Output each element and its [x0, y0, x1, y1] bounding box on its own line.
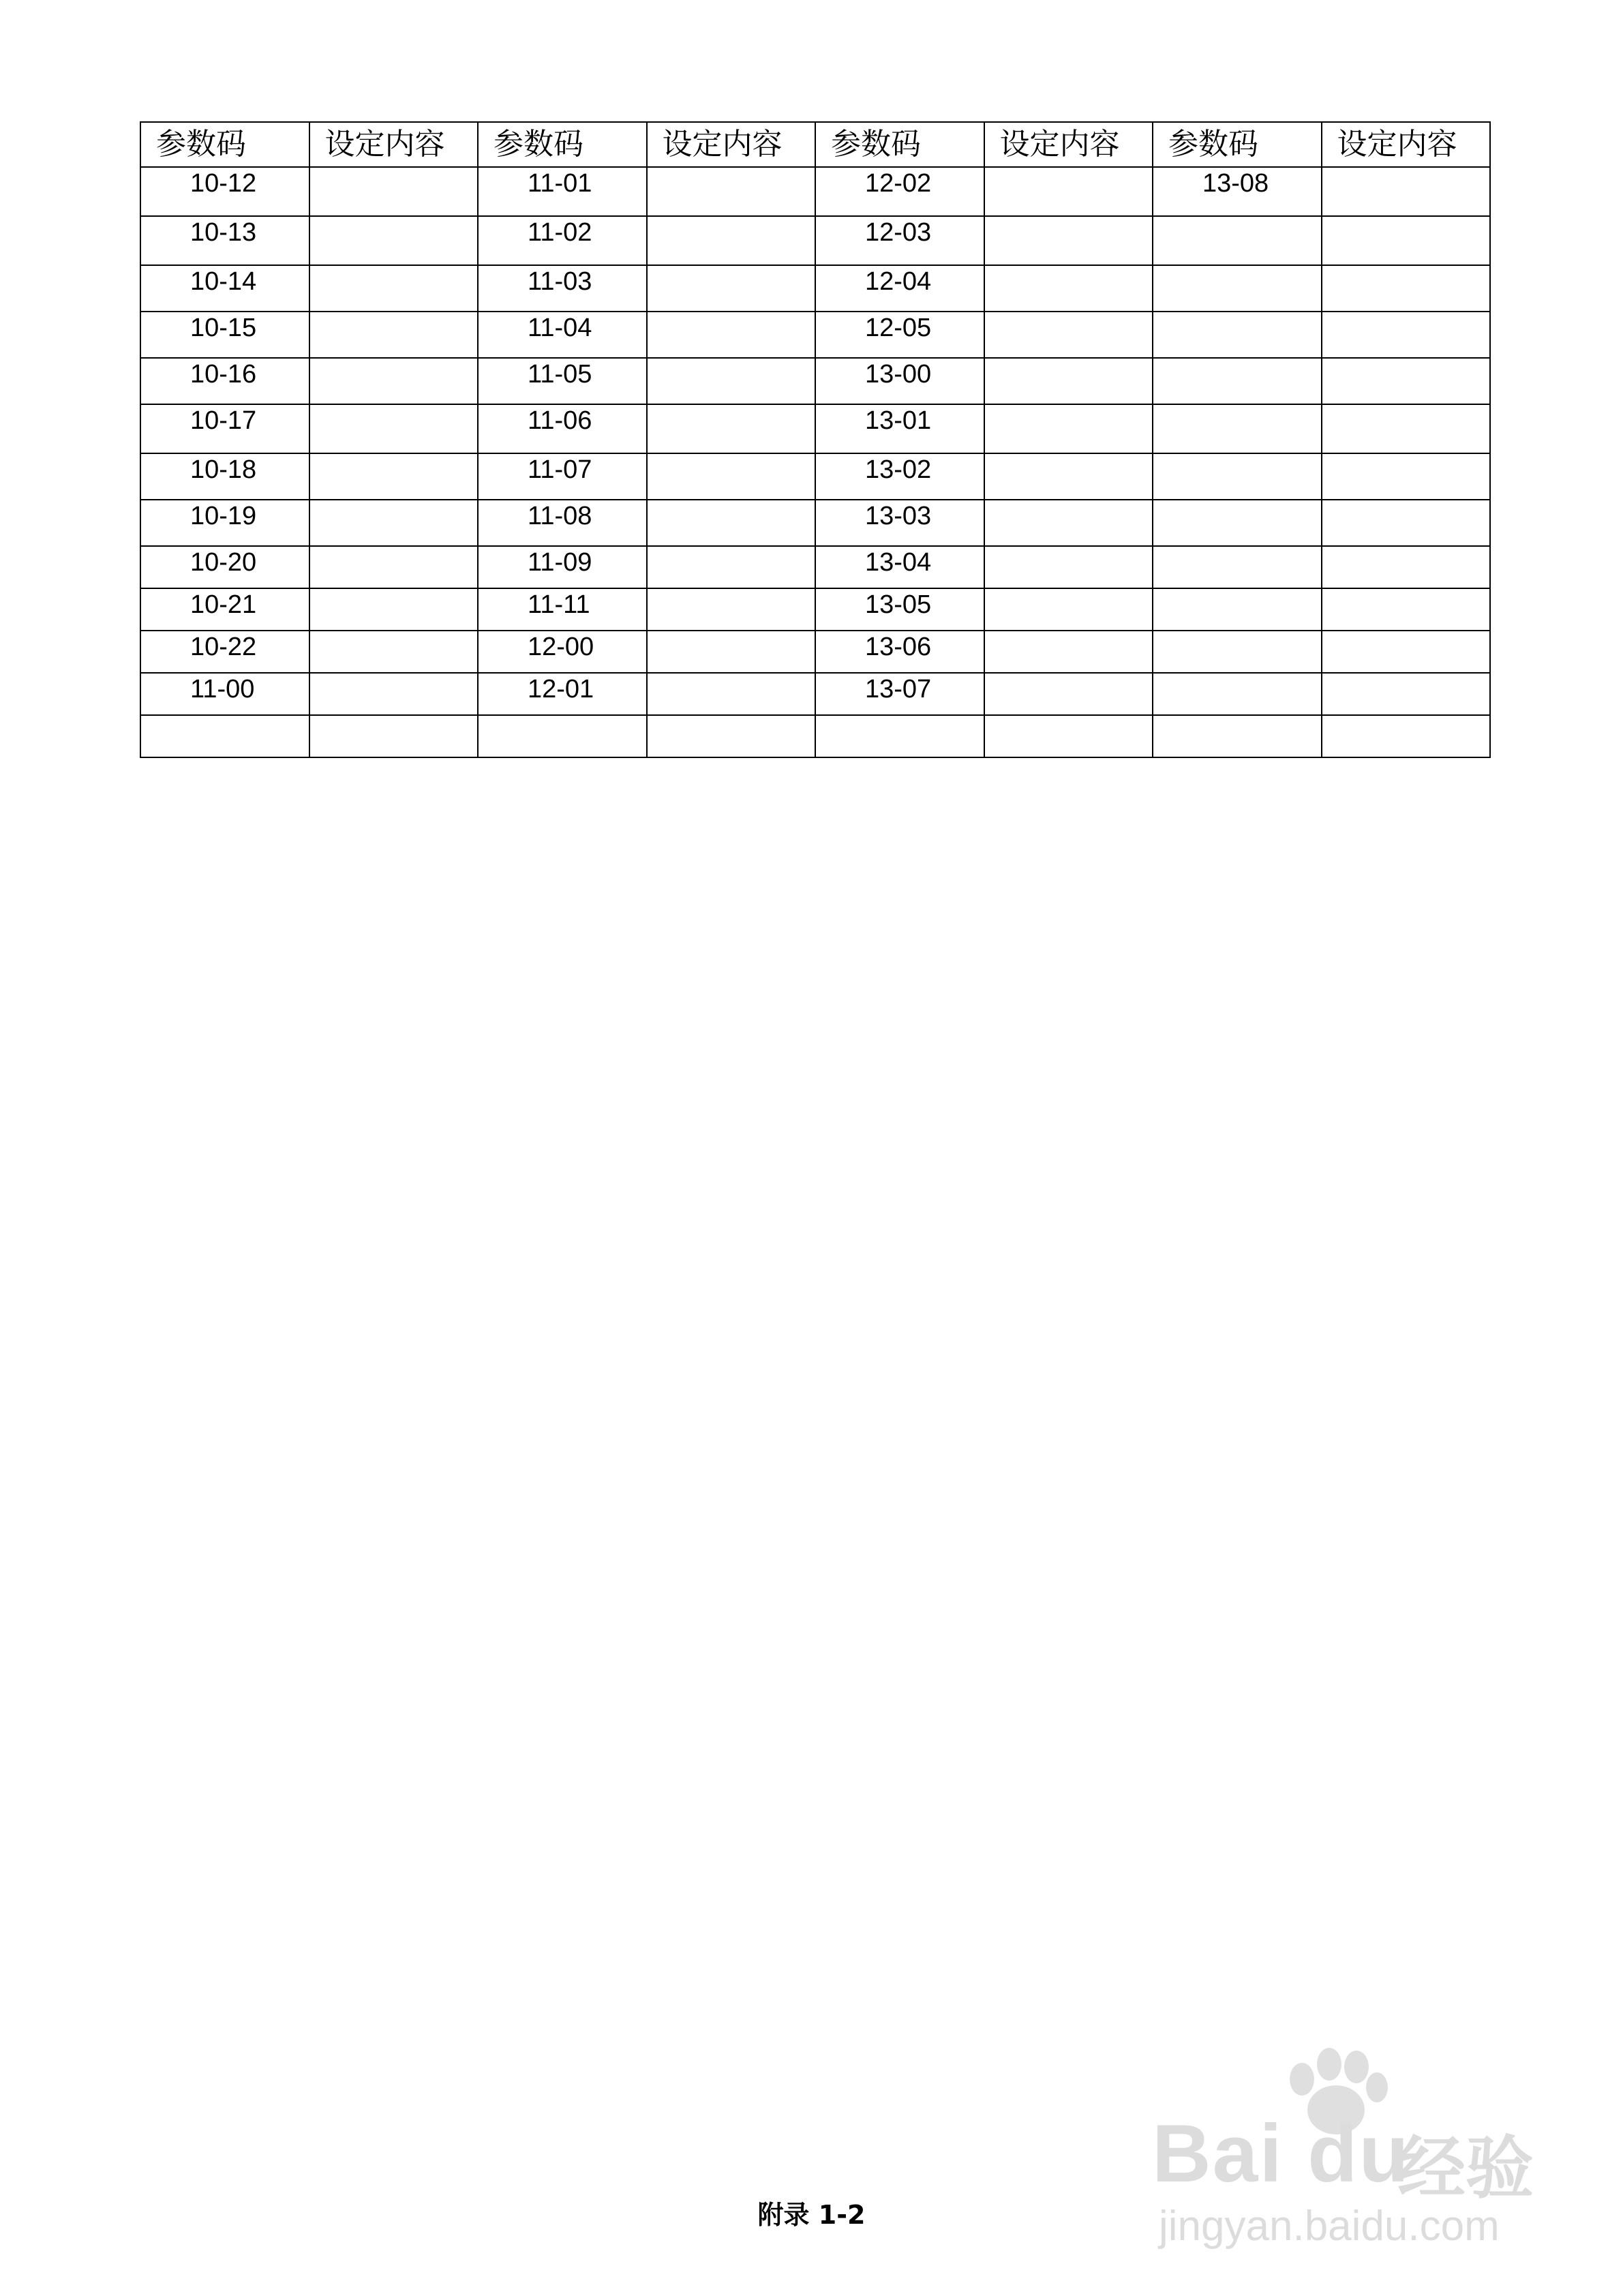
setting-cell: [1322, 500, 1491, 546]
param-code-cell: [1153, 588, 1322, 631]
param-code-cell: 10-20: [140, 546, 309, 588]
param-code-cell: 11-06: [478, 404, 647, 453]
setting-cell: [309, 588, 479, 631]
header-setting: 设定内容: [647, 122, 816, 167]
table-row: [140, 404, 1490, 453]
setting-cell: [984, 715, 1153, 757]
param-code-cell: 10-19: [140, 500, 309, 546]
table-row: [140, 358, 1490, 404]
param-code-cell: 10-14: [140, 265, 309, 312]
table-row: [140, 715, 1490, 757]
param-code-cell: [1153, 715, 1322, 757]
param-code-cell: 11-07: [478, 453, 647, 500]
param-code-cell: 13-06: [815, 631, 984, 673]
param-code-cell: [1153, 631, 1322, 673]
setting-cell: [647, 631, 816, 673]
table-row: [140, 216, 1490, 265]
param-code-cell: 11-08: [478, 500, 647, 546]
setting-cell: [984, 546, 1153, 588]
param-code-cell: [478, 715, 647, 757]
param-code-cell: 12-02: [815, 167, 984, 216]
param-code-cell: 10-13: [140, 216, 309, 265]
setting-cell: [984, 631, 1153, 673]
param-code-cell: 11-02: [478, 216, 647, 265]
param-code-cell: 13-08: [1153, 167, 1322, 216]
setting-cell: [309, 715, 479, 757]
setting-cell: [984, 265, 1153, 312]
param-code-cell: 10-22: [140, 631, 309, 673]
watermark-brand: Bai du: [1152, 2108, 1410, 2199]
setting-cell: [647, 265, 816, 312]
table-row: [140, 167, 1490, 216]
table-row: [140, 673, 1490, 715]
param-code-cell: 13-05: [815, 588, 984, 631]
param-code-cell: [1153, 312, 1322, 358]
table-row: [140, 453, 1490, 500]
watermark-cn: 经验: [1397, 2128, 1534, 2208]
table-header-row: [140, 122, 1490, 167]
param-code-cell: 13-01: [815, 404, 984, 453]
header-param-code: 参数码: [140, 122, 309, 167]
param-code-cell: 11-05: [478, 358, 647, 404]
setting-cell: [984, 453, 1153, 500]
param-code-cell: 11-04: [478, 312, 647, 358]
setting-cell: [984, 588, 1153, 631]
setting-cell: [647, 312, 816, 358]
setting-cell: [309, 500, 479, 546]
table-row: [140, 631, 1490, 673]
param-code-cell: [1153, 358, 1322, 404]
setting-cell: [647, 715, 816, 757]
parameter-table: [140, 121, 1491, 758]
header-param-code: 参数码: [478, 122, 647, 167]
setting-cell: [984, 358, 1153, 404]
setting-cell: [984, 500, 1153, 546]
setting-cell: [984, 167, 1153, 216]
param-code-cell: 12-03: [815, 216, 984, 265]
param-code-cell: [1153, 500, 1322, 546]
setting-cell: [1322, 167, 1491, 216]
setting-cell: [1322, 673, 1491, 715]
param-code-cell: 12-00: [478, 631, 647, 673]
table-row: [140, 546, 1490, 588]
setting-cell: [647, 404, 816, 453]
header-setting: 设定内容: [309, 122, 479, 167]
setting-cell: [309, 404, 479, 453]
param-code-cell: 12-04: [815, 265, 984, 312]
param-code-cell: 13-02: [815, 453, 984, 500]
param-code-cell: 13-04: [815, 546, 984, 588]
header-setting: 设定内容: [1322, 122, 1491, 167]
param-code-cell: 11-01: [478, 167, 647, 216]
setting-cell: [984, 312, 1153, 358]
setting-cell: [647, 588, 816, 631]
param-code-cell: 13-03: [815, 500, 984, 546]
setting-cell: [309, 358, 479, 404]
setting-cell: [1322, 404, 1491, 453]
setting-cell: [309, 265, 479, 312]
setting-cell: [647, 358, 816, 404]
setting-cell: [309, 216, 479, 265]
param-code-cell: [1153, 265, 1322, 312]
param-code-cell: [1153, 216, 1322, 265]
param-code-cell: 13-00: [815, 358, 984, 404]
param-code-cell: [1153, 453, 1322, 500]
param-code-cell: 11-09: [478, 546, 647, 588]
setting-cell: [1322, 631, 1491, 673]
param-code-cell: [1153, 404, 1322, 453]
setting-cell: [984, 673, 1153, 715]
setting-cell: [984, 404, 1153, 453]
table-row: [140, 312, 1490, 358]
param-code-cell: [815, 715, 984, 757]
param-code-cell: [1153, 546, 1322, 588]
table-body: [140, 167, 1490, 757]
setting-cell: [309, 167, 479, 216]
param-code-cell: 11-03: [478, 265, 647, 312]
setting-cell: [647, 167, 816, 216]
header-param-code: 参数码: [815, 122, 984, 167]
table-row: [140, 500, 1490, 546]
table-row: [140, 265, 1490, 312]
setting-cell: [309, 312, 479, 358]
param-code-cell: 13-07: [815, 673, 984, 715]
setting-cell: [1322, 312, 1491, 358]
setting-cell: [647, 673, 816, 715]
header-setting: 设定内容: [984, 122, 1153, 167]
setting-cell: [647, 546, 816, 588]
setting-cell: [647, 500, 816, 546]
watermark-url: jingyan.baidu.com: [1159, 2203, 1500, 2250]
setting-cell: [1322, 715, 1491, 757]
param-code-cell: 10-12: [140, 167, 309, 216]
param-code-cell: [1153, 673, 1322, 715]
param-code-cell: 12-05: [815, 312, 984, 358]
setting-cell: [647, 453, 816, 500]
setting-cell: [1322, 358, 1491, 404]
setting-cell: [1322, 453, 1491, 500]
param-code-cell: 10-18: [140, 453, 309, 500]
setting-cell: [1322, 265, 1491, 312]
param-code-cell: 10-16: [140, 358, 309, 404]
param-code-cell: 11-11: [478, 588, 647, 631]
setting-cell: [1322, 588, 1491, 631]
setting-cell: [1322, 216, 1491, 265]
page-footer: 附录 1-2: [757, 2200, 866, 2230]
setting-cell: [309, 631, 479, 673]
setting-cell: [309, 453, 479, 500]
param-code-cell: [140, 715, 309, 757]
param-code-cell: 10-15: [140, 312, 309, 358]
setting-cell: [309, 673, 479, 715]
setting-cell: [309, 546, 479, 588]
param-code-cell: 10-21: [140, 588, 309, 631]
setting-cell: [984, 216, 1153, 265]
table-row: [140, 588, 1490, 631]
watermark: [1152, 2045, 1534, 2250]
param-code-cell: 11-00: [140, 673, 309, 715]
header-param-code: 参数码: [1153, 122, 1322, 167]
param-code-cell: 12-01: [478, 673, 647, 715]
setting-cell: [647, 216, 816, 265]
setting-cell: [1322, 546, 1491, 588]
param-code-cell: 10-17: [140, 404, 309, 453]
